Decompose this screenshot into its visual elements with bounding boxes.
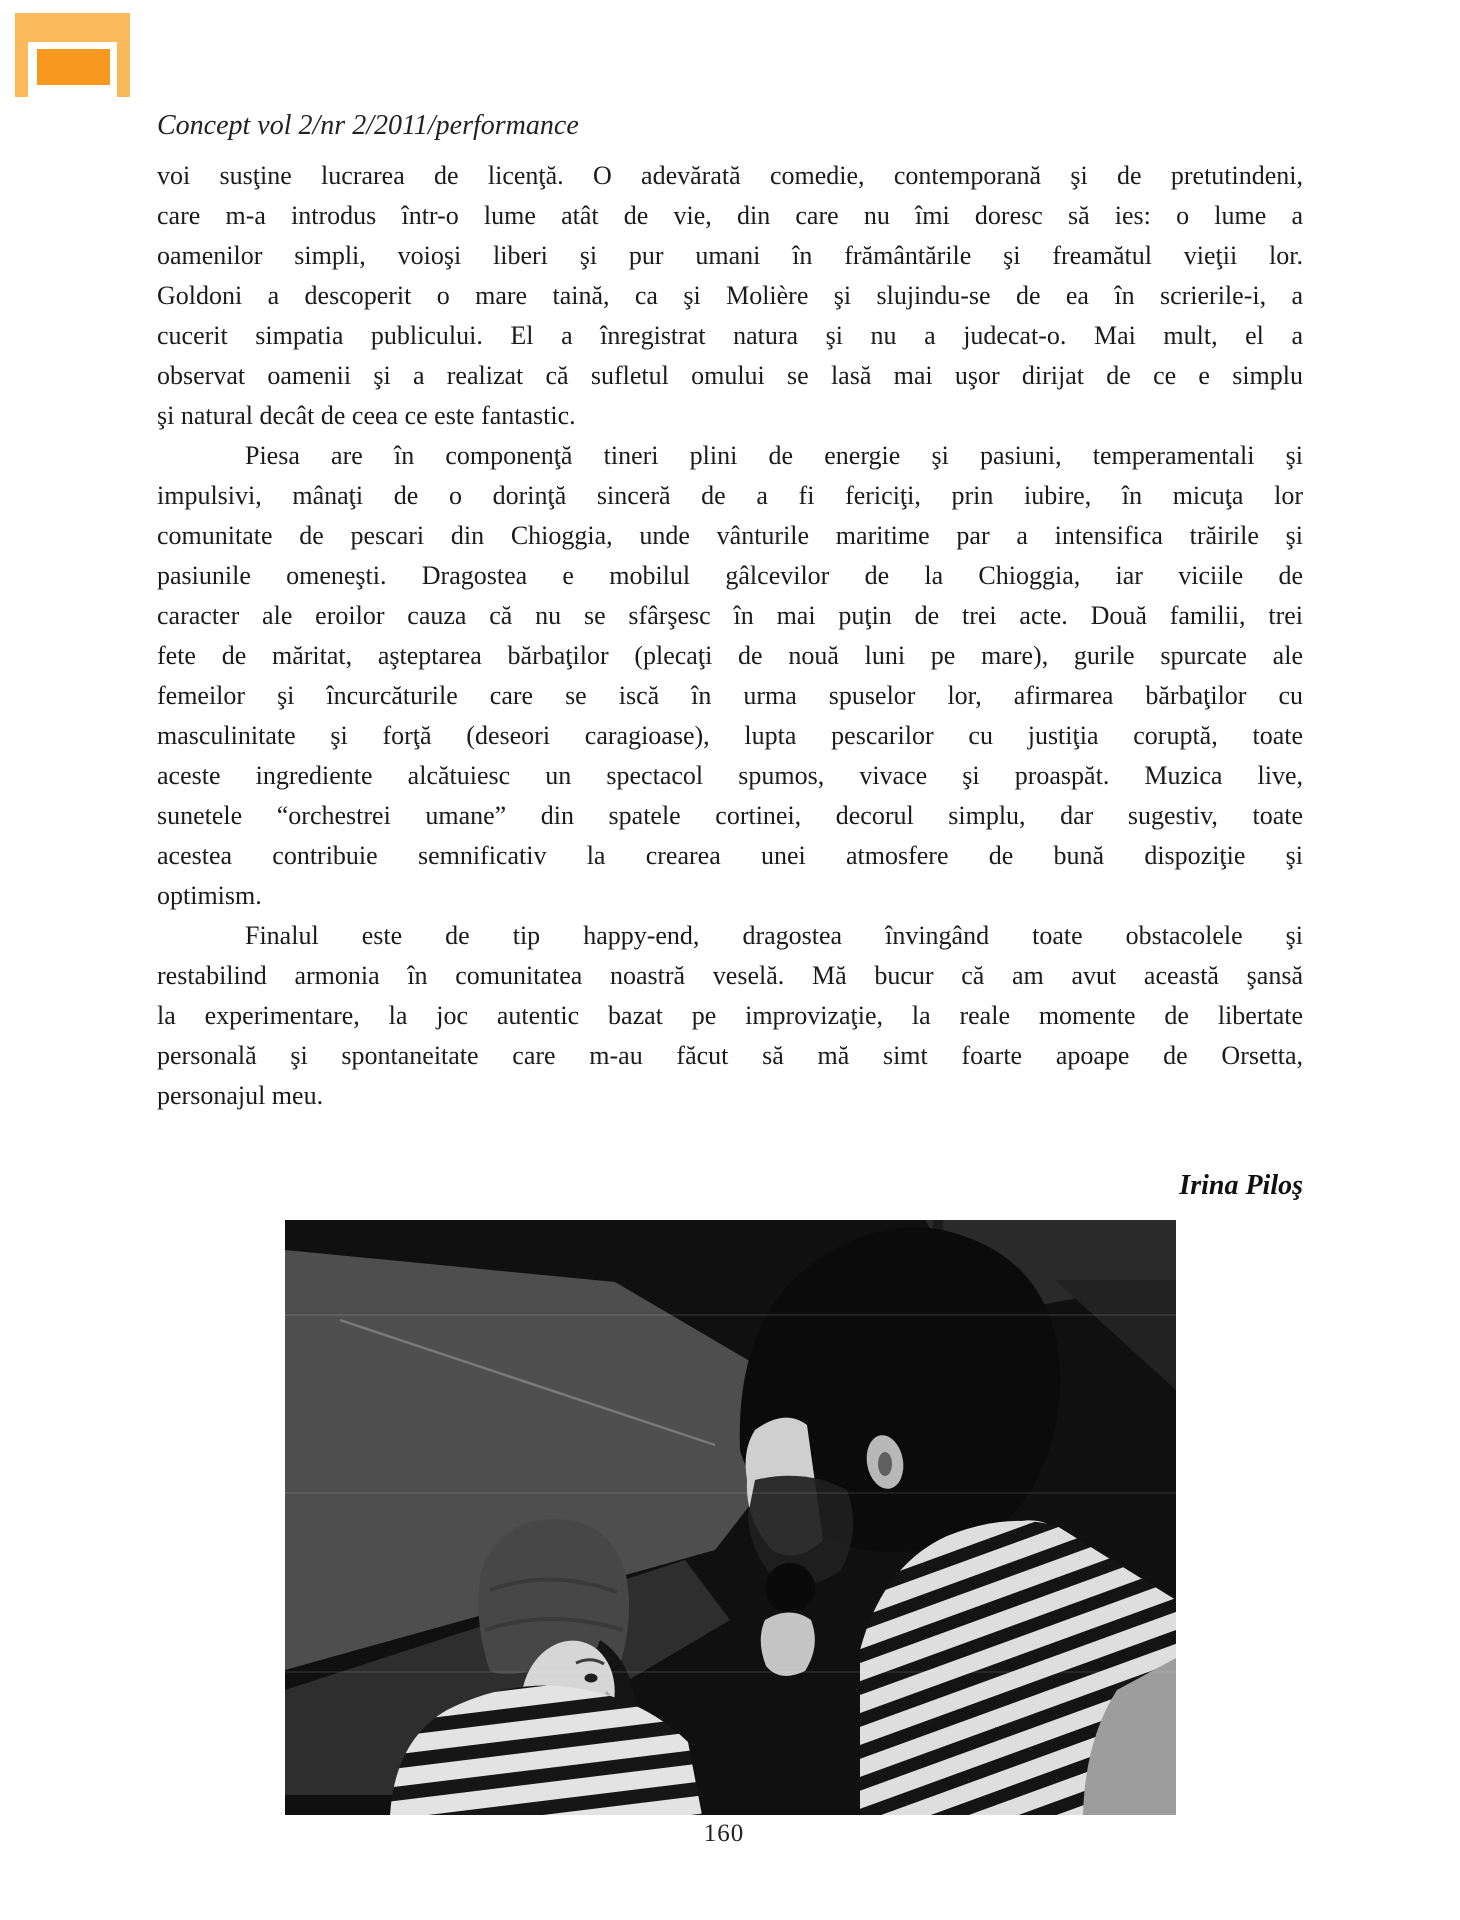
performance-photo: [285, 1220, 1176, 1815]
text-line: şi natural decât de ceea ce este fantastic.: [157, 401, 576, 430]
man-ear-inner: [878, 1452, 892, 1476]
text-line: sunetele “orchestrei umane” din spatele cortinei, decorul simplu, dar sugestiv, toate: [157, 801, 1303, 830]
text-line: cucerit simpatia publicului. El a înregistrat natura şi nu a judecat-o. Mai mult, el a: [157, 321, 1303, 350]
photo-canvas: [285, 1220, 1176, 1815]
logo-arch-icon: [15, 13, 130, 97]
text-line: masculinitate şi forţă (deseori caragioase), lupta pescarilor cu justiţia coruptă, toate: [157, 721, 1303, 750]
text-line: Finalul este de tip happy-end, dragostea învingând toate obstacolele şi: [245, 921, 1303, 950]
text-line: pasiunile omeneşti. Dragostea e mobilul gâlcevilor de la Chioggia, iar viciile de: [157, 561, 1303, 590]
author-signature: Irina Piloş: [1179, 1170, 1303, 1201]
text-line: impulsivi, mânaţi de o dorinţă sinceră de a fi fericiţi, prin iubire, în micuţa lor: [157, 481, 1303, 510]
text-line: voi susţine lucrarea de licenţă. O adevărată comedie, contemporană şi de pretutindeni,: [157, 161, 1303, 190]
text-line: la experimentare, la joc autentic bazat pe improvizaţie, la reale momente de libertate: [157, 1001, 1303, 1030]
page-number: 160: [703, 1820, 745, 1847]
text-line: caracter ale eroilor cauza că nu se sfârşesc în mai puţin de trei acte. Două familii, trei: [157, 601, 1303, 630]
text-line: oamenilor simpli, voioşi liberi şi pur umani în frământările şi freamătul vieţii lor.: [157, 241, 1303, 270]
text-line: Piesa are în componenţă tineri plini de energie şi pasiuni, temperamentali şi: [245, 441, 1303, 470]
text-line: comunitate de pescari din Chioggia, unde vânturile maritime par a intensifica trăirile şi: [157, 521, 1303, 550]
text-line: personală şi spontaneitate care m-au făcut să mă simt foarte apoape de Orsetta,: [157, 1041, 1303, 1070]
text-line: care m-a introdus într-o lume atât de vie, din care nu îmi doresc să ies: o lume a: [157, 201, 1303, 230]
running-head: Concept vol 2/nr 2/2011/performance: [157, 110, 579, 141]
text-line: fete de măritat, aşteptarea bărbaţilor (plecaţi de nouă luni pe mare), gurile spurcate ale: [157, 641, 1303, 670]
hand: [761, 1613, 815, 1676]
woman-eye: [585, 1674, 598, 1683]
paragraph: [157, 156, 1303, 436]
text-line: Goldoni a descoperit o mare taină, ca şi Molière şi slujindu-se de ea în scrierile-i, a: [157, 281, 1303, 310]
article-body: [157, 156, 1303, 1116]
microphone: [765, 1563, 815, 1613]
journal-logo: [15, 13, 130, 97]
text-line: femeilor şi încurcăturile care se iscă în urma spuselor lor, afirmarea bărbaţilor cu: [157, 681, 1303, 710]
text-line: restabilind armonia în comunitatea noastră veselă. Mă bucur că am avut această şansă: [157, 961, 1303, 990]
text-line: acestea contribuie semnificativ la crearea unei atmosfere de bună dispoziţie şi: [157, 841, 1303, 870]
text-line: observat oamenii şi a realizat că sufletul omului se lasă mai uşor dirijat de ce e simplu: [157, 361, 1303, 390]
paragraph: [157, 436, 1303, 916]
text-line: aceste ingrediente alcătuiesc un spectacol spumos, vivace şi proaspăt. Muzica live,: [157, 761, 1303, 790]
logo-inner-rect: [37, 49, 110, 85]
text-line: optimism.: [157, 881, 262, 910]
paragraph: [157, 916, 1303, 1116]
text-line: personajul meu.: [157, 1081, 324, 1110]
